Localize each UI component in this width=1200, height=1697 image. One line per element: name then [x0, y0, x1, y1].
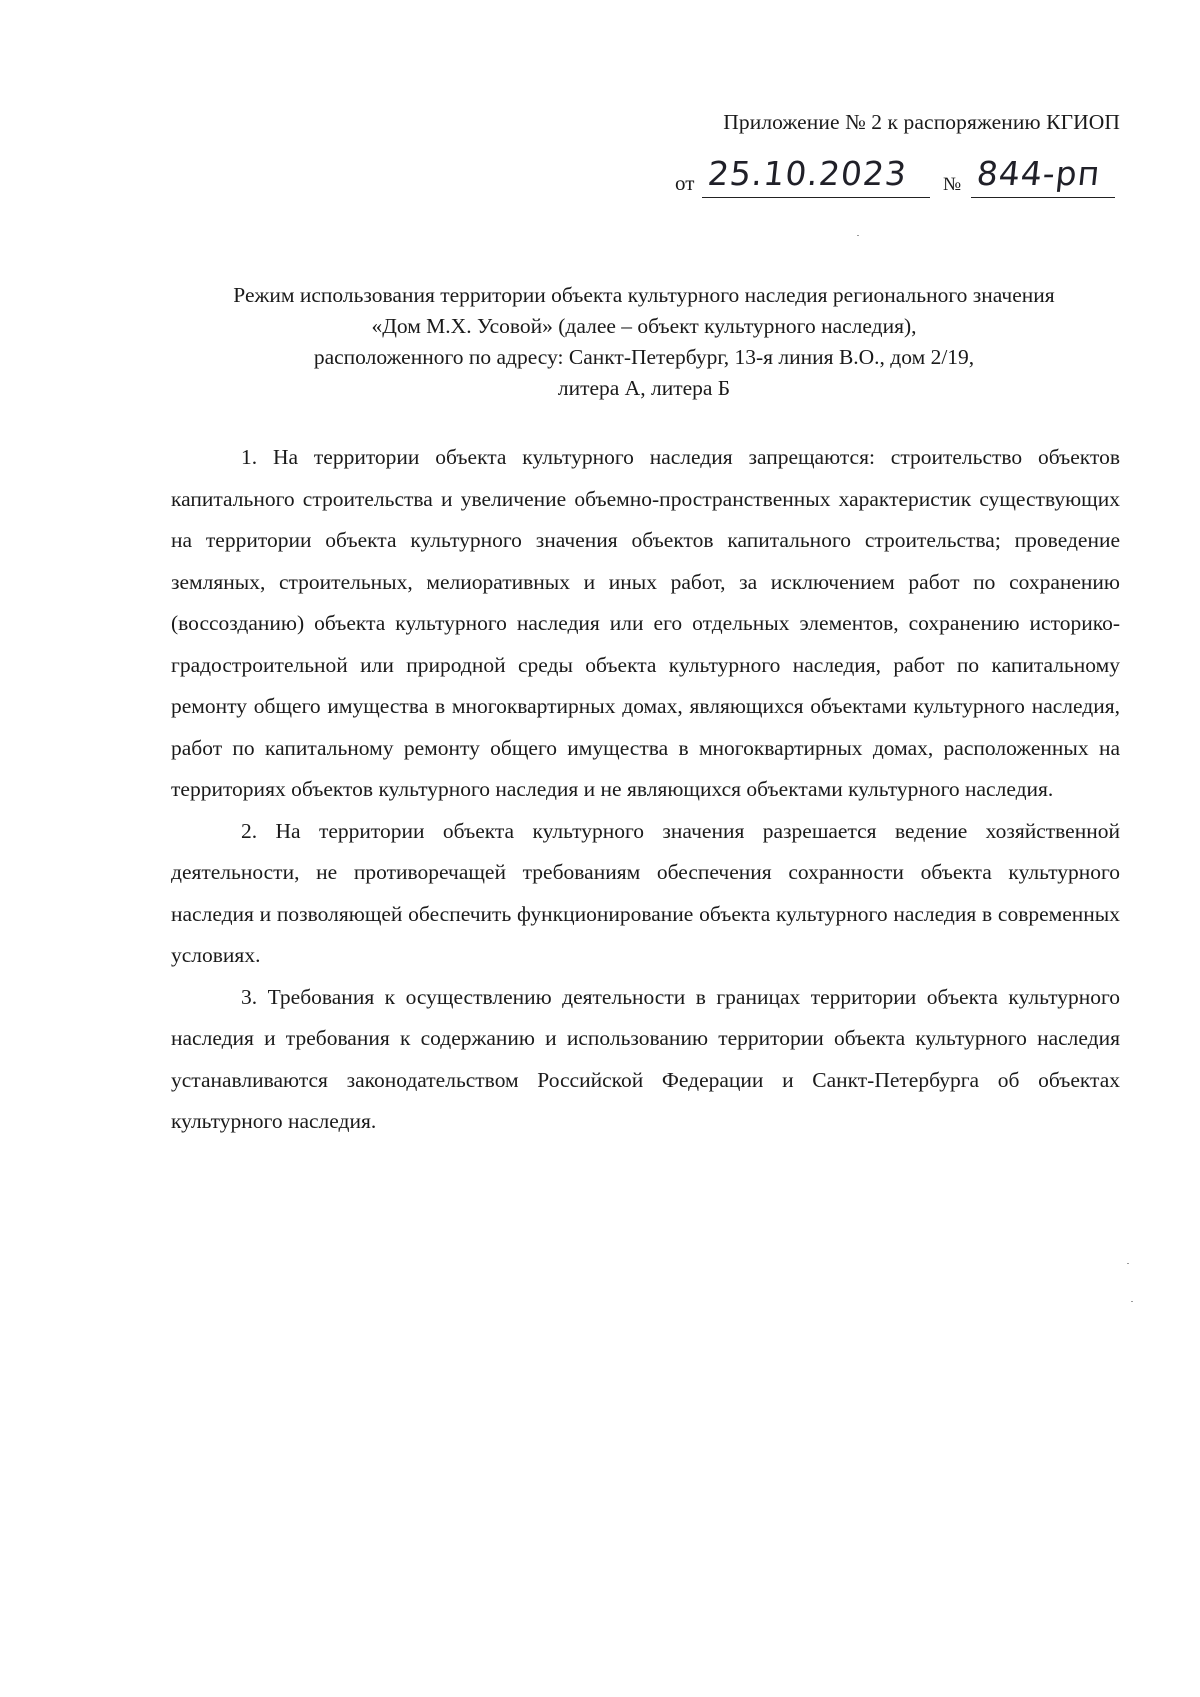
annex-reference: Приложение № 2 к распоряжению КГИОП	[723, 110, 1120, 134]
scan-speck	[857, 235, 859, 236]
title-line: расположенного по адресу: Санкт-Петербург, 13-я линия В.О., дом 2/19,	[313, 345, 975, 369]
paragraph-1: 1. На территории объекта культурного наследия запрещаются: строительство объектов капитального строительства и увеличение объемно-пространственных характеристик существующих на территории объекта культурного значения объектов капитального строительства; проведение земляных, строительных, мелиоративных и иных работ, за исключением работ по сохранению (воссозданию) объекта культурного наследия или его отдельных элементов, сохранению историко-градостроительной или природной среды объекта культурного наследия, работ по капитальному ремонту общего имущества в многоквартирных домах, являющихся объектами культурного наследия, работ по капитальному ремонту общего имущества в многоквартирных домах, расположенных на территориях объектов культурного наследия и не являющихся объектами культурного наследия.	[171, 445, 1120, 801]
document-body	[171, 437, 1120, 1143]
title-line: «Дом М.Х. Усовой» (далее – объект культурного наследия),	[371, 314, 917, 338]
order-requisites	[675, 154, 1120, 204]
title-line: литера А, литера Б	[557, 376, 731, 400]
title-line: Режим использования территории объекта культурного наследия регионального значения	[233, 283, 1055, 307]
date-prefix: от	[675, 171, 695, 195]
document-title	[120, 280, 1168, 404]
scan-speck	[1127, 1263, 1129, 1264]
paragraph-2: 2. На территории объекта культурного значения разрешается ведение хозяйственной деятельности, не противоречащей требованиям обеспечения сохранности объекта культурного наследия и позволяющей обеспечить функционирование объекта культурного наследия в современных условиях.	[171, 818, 1120, 967]
scan-speck	[1131, 1301, 1133, 1302]
number-prefix: №	[943, 174, 962, 195]
handwritten-number: 844-рп	[974, 154, 1103, 193]
handwritten-date: 25.10.2023	[705, 154, 910, 193]
paragraph-3: 3. Требования к осуществлению деятельности в границах территории объекта культурного наследия и требования к содержанию и использованию территории объекта культурного наследия устанавливаются законодательством Российской Федерации и Санкт-Петербурга об объектах культурного наследия.	[171, 984, 1120, 1133]
date-field	[702, 154, 930, 198]
number-field	[971, 154, 1115, 198]
